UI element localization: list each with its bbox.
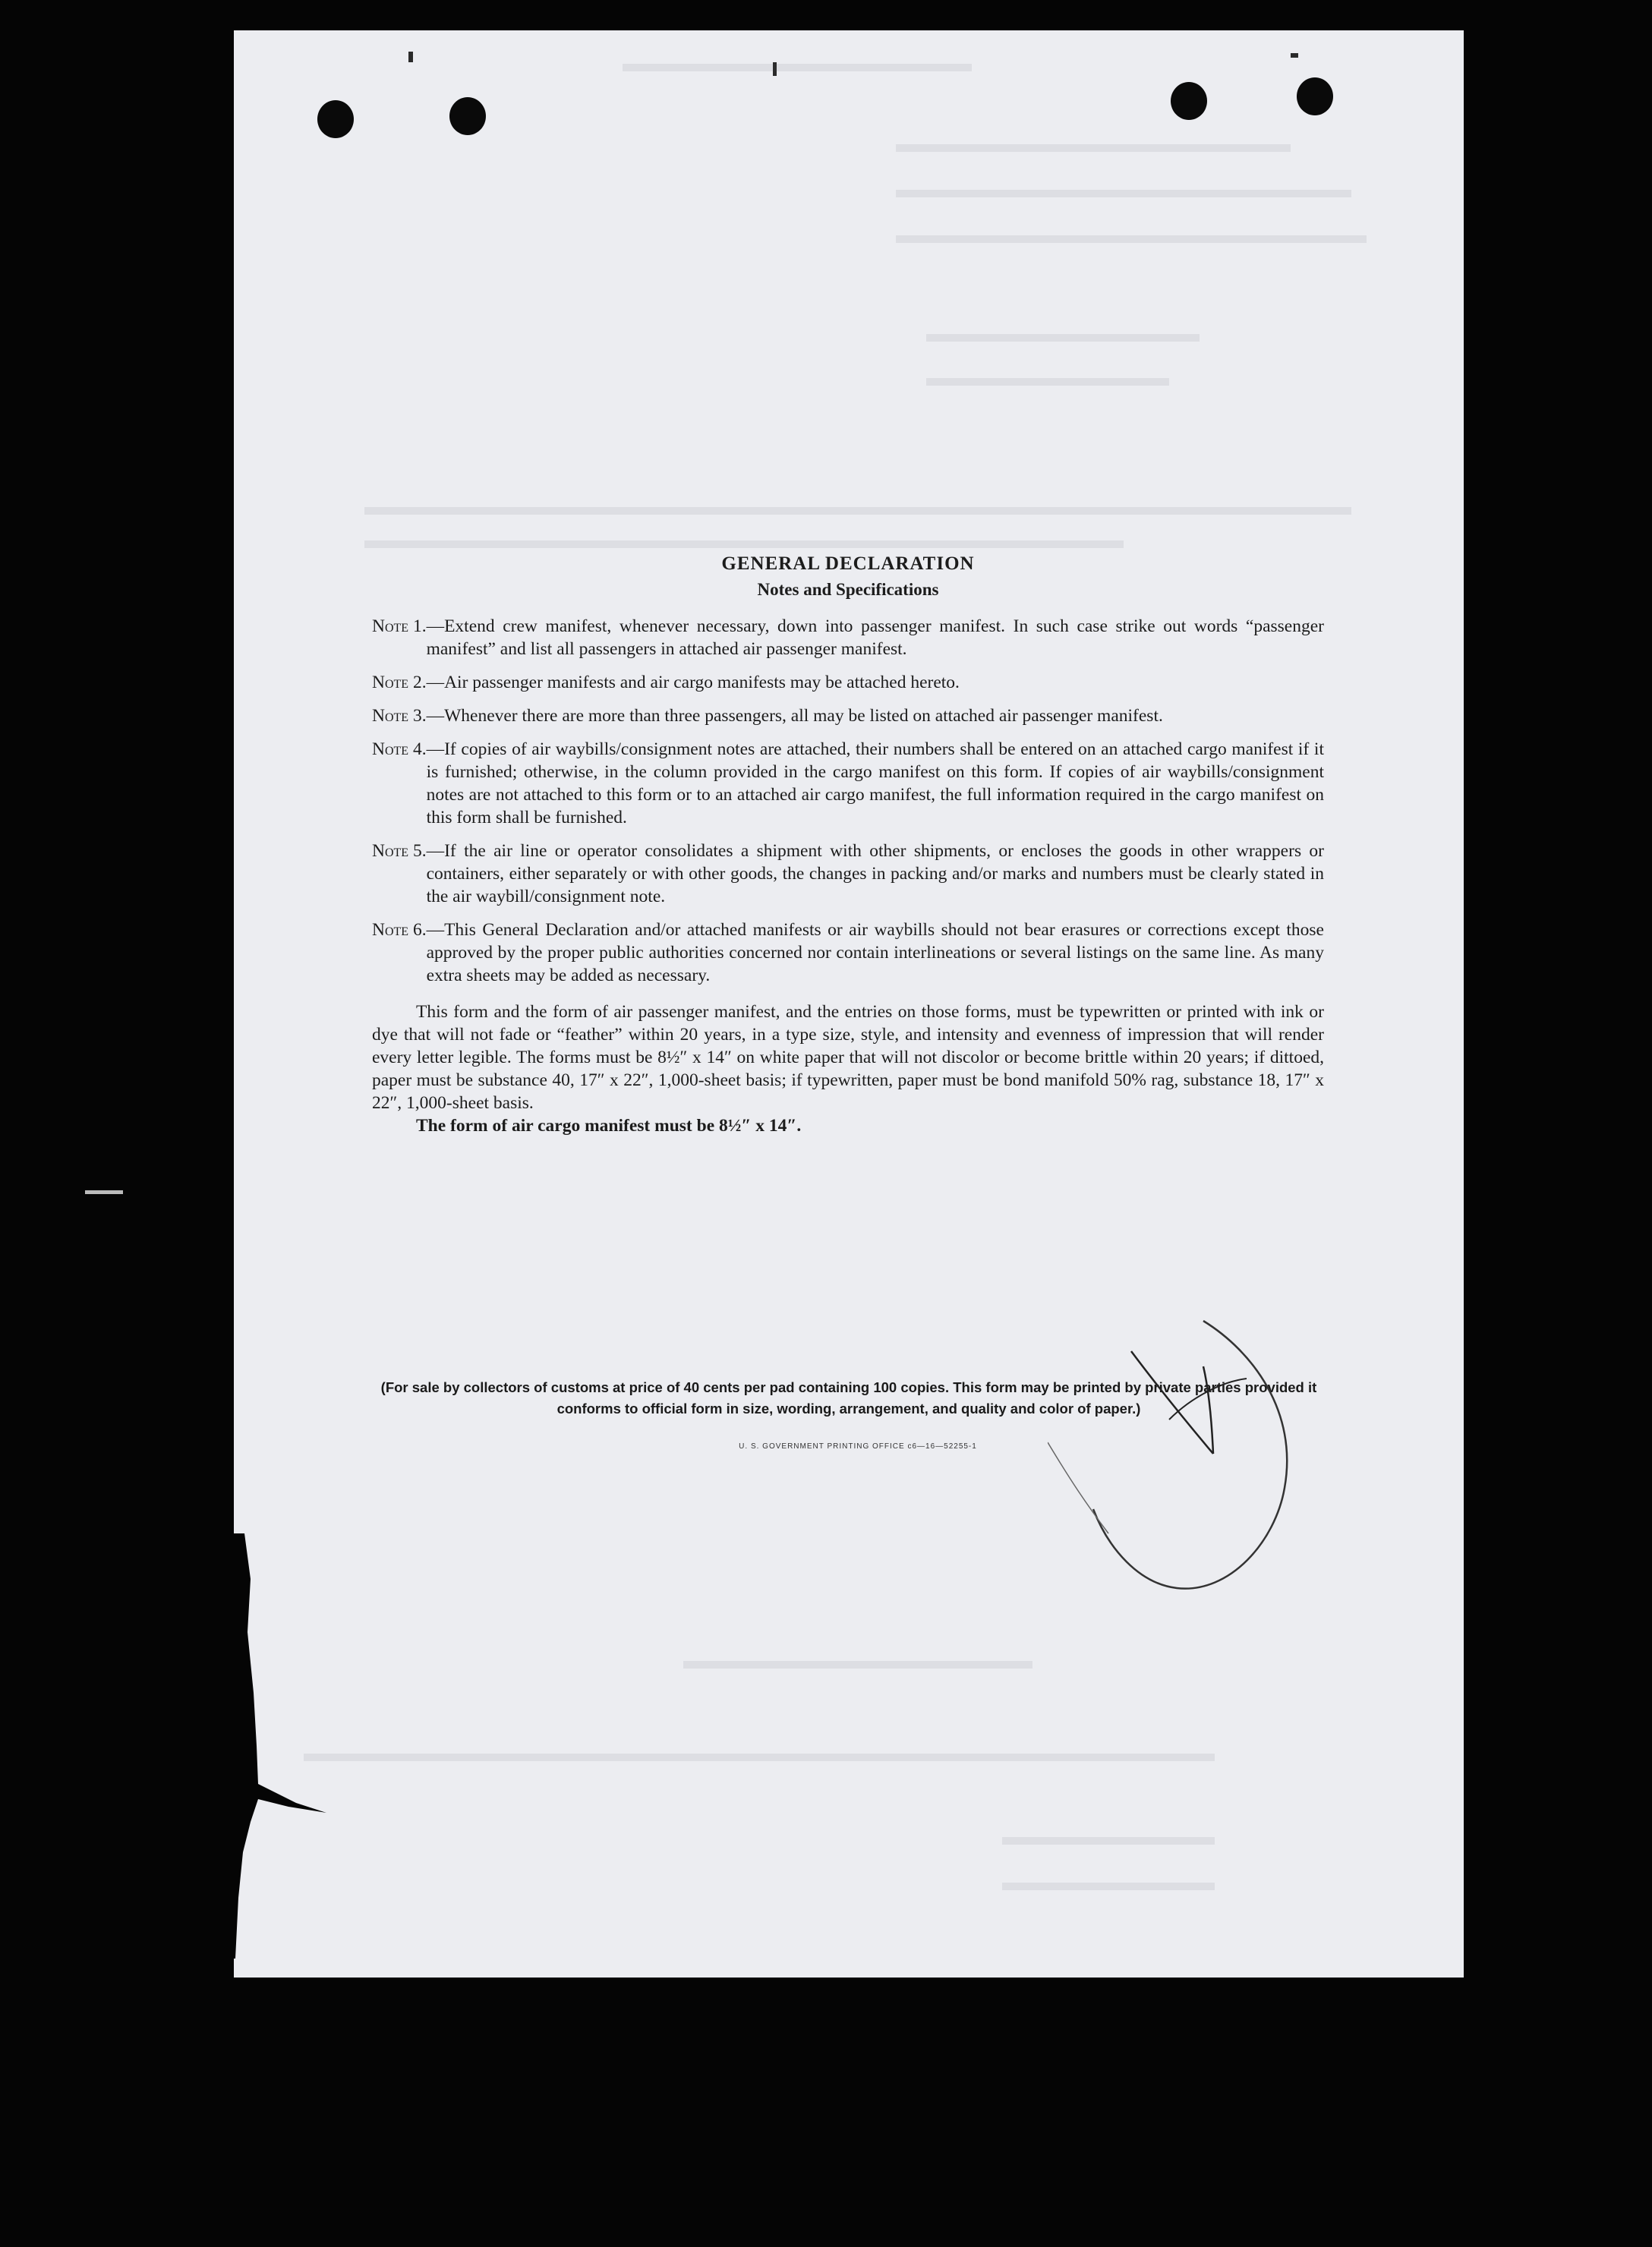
note-4 <box>372 738 1324 829</box>
note-2 <box>372 671 1324 694</box>
note-label: Note 5. <box>372 841 427 861</box>
note-6 <box>372 919 1324 987</box>
punch-hole-2 <box>449 97 486 135</box>
note-3 <box>372 704 1324 727</box>
specifications-paragraph: This form and the form of air passenger manifest, and the entries on those forms, must be typewritten or printed with ink or dye that will not fade or “feather” within 20 years, in a type size, style, and intensity and evenness of impression that will render every letter legible. The forms must be 8½″ x 14″ on white paper that will not discolor or become brittle within 20 years; if dittoed, paper must be substance 40, 17″ x 22″, 1,000-sheet basis; if typewritten, paper must be bond manifold 50% rag, substance 18, 17″ x 22″, 1,000-sheet basis. <box>372 1002 1324 1113</box>
document-subtitle: Notes and Specifications <box>757 580 939 599</box>
sale-notice: (For sale by collectors of customs at price of 40 cents per pad containing 100 copies. This form may be printed by private parties provided it conforms to official form in size, wording, arrangement, and quality and color of paper.) <box>380 1379 1317 1417</box>
printer-line: U. S. GOVERNMENT PRINTING OFFICE c6—16—52255-1 <box>739 1442 977 1451</box>
note-label: Note 1. <box>372 616 427 636</box>
note-label: Note 2. <box>372 673 427 692</box>
note-text: —Extend crew manifest, whenever necessary, down into passenger manifest. In such case strike out words “passenger manifest” and list all passengers in attached air passenger manifest. <box>426 616 1324 659</box>
note-label: Note 6. <box>372 920 427 940</box>
note-label: Note 3. <box>372 706 427 726</box>
speck <box>85 1190 123 1194</box>
note-text: —If the air line or operator consolidates a shipment with other shipments, or encloses the goods in other wrappers or containers, either separately or with other goods, the changes in packing and/or marks and numbers must be clearly stated in the air waybill/consignment note. <box>426 841 1324 906</box>
punch-hole-1 <box>317 100 354 138</box>
speck <box>408 52 413 62</box>
torn-edge <box>228 1533 334 1959</box>
note-text: —Whenever there are more than three passengers, all may be listed on attached air passenger manifest. <box>426 706 1163 726</box>
punch-hole-4 <box>1297 77 1333 115</box>
note-1 <box>372 615 1324 660</box>
note-text: —If copies of air waybills/consignment notes are attached, their numbers shall be entered on an attached cargo manifest if it is furnished; otherwise, in the column provided in the cargo manifest on this form. If copies of air waybills/consignment notes are not attached to this form or to an attached air cargo manifest, the full information required in the cargo manifest on this form shall be furnished. <box>426 739 1324 827</box>
note-label: Note 4. <box>372 739 427 759</box>
note-5 <box>372 840 1324 908</box>
notes-section <box>372 553 1324 1137</box>
document-title: GENERAL DECLARATION <box>721 553 975 574</box>
handwritten-checkmark <box>1048 1306 1367 1625</box>
note-text: —Air passenger manifests and air cargo manifests may be attached hereto. <box>426 673 960 692</box>
note-text: —This General Declaration and/or attached manifests or air waybills should not bear erasures or corrections except those approved by the proper public authorities concerned nor contain interlineations or several listings on the same line. As many extra sheets may be added as necessary. <box>426 920 1324 985</box>
punch-hole-3 <box>1171 82 1207 120</box>
speck <box>1291 53 1298 58</box>
cargo-manifest-size: The form of air cargo manifest must be 8½″ x 14″. <box>416 1116 802 1136</box>
